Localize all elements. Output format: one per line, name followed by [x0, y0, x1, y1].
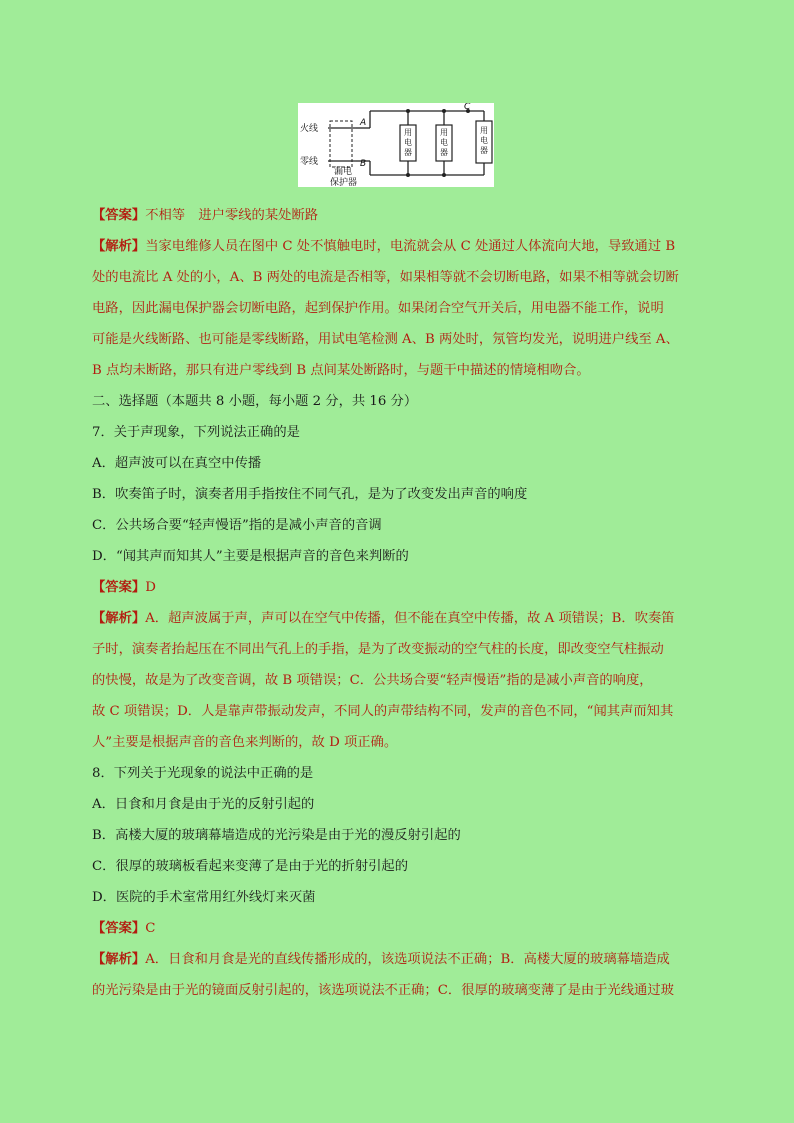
neutral-wire-label: 零线	[300, 157, 319, 167]
q6-analysis-line: 可能是火线断路、也可能是零线断路，用试电笔检测 A、B 两处时，氖管均发光，说明进户线至 A、	[92, 332, 679, 347]
q7-analysis-line	[92, 603, 708, 634]
q7-option-d: D．“闻其声而知其人”主要是根据声音的音色来判断的	[92, 549, 409, 564]
q7-analysis-line: 子时，演奏者抬起压在不同出气孔上的手指，是为了改变振动的空气柱的长度，即改变空气柱振动	[92, 642, 664, 657]
answer-text: C	[145, 921, 156, 936]
q8-stem: 8．下列关于光现象的说法中正确的是	[92, 766, 314, 781]
appliance-label-3: 用电器	[480, 126, 488, 155]
q6-analysis-line: B 点均未断路，那只有进户零线到 B 点间某处断路时，与题干中描述的情境相吻合。	[92, 363, 590, 378]
section-heading: 二、选择题（本题共 8 小题，每小题 2 分，共 16 分）	[92, 394, 418, 409]
analysis-tag: 【解析】	[92, 239, 146, 254]
q6-analysis-line: 处的电流比 A 处的小，A、B 两处的电流是否相等，如果相等就不会切断电路，如果不相等就会切断	[92, 270, 679, 285]
answer-tag: 【答案】	[92, 208, 146, 223]
q8-option-a: A．日食和月食是由于光的反射引起的	[92, 797, 315, 812]
point-a-label: A	[360, 118, 367, 128]
analysis-text: 当家电维修人员在图中 C 处不慎触电时，电流就会从 C 处通过人体流向大地，导致通过 B	[145, 239, 676, 254]
appliance-label-1: 用电器	[404, 128, 412, 157]
analysis-tag: 【解析】	[92, 611, 146, 626]
q8-answer	[92, 913, 708, 944]
q6-analysis-line	[92, 231, 708, 262]
protector-label-1: 漏电	[334, 167, 353, 177]
q8-option-d: D．医院的手术室常用红外线灯来灭菌	[92, 890, 316, 905]
answer-text: D	[145, 580, 156, 595]
q7-option-c: C．公共场合要“轻声慢语”指的是减小声音的音调	[92, 518, 382, 533]
circuit-diagram	[298, 103, 494, 187]
q7-answer	[92, 572, 708, 603]
q7-stem: 7．关于声现象，下列说法正确的是	[92, 425, 300, 440]
answer-text: 不相等 进户零线的某处断路	[145, 208, 319, 223]
q7-analysis-line: 故 C 项错误；D．人是靠声带振动发声，不同人的声带结构不同，发声的音色不同，“闻其声而知其	[92, 704, 674, 719]
q7-analysis-line: 人”主要是根据声音的音色来判断的，故 D 项正确。	[92, 735, 398, 750]
analysis-tag: 【解析】	[92, 952, 146, 967]
q8-option-b: B．高楼大厦的玻璃幕墙造成的光污染是由于光的漫反射引起的	[92, 828, 461, 843]
q7-option-b: B．吹奏笛子时，演奏者用手指按住不同气孔，是为了改变发出声音的响度	[92, 487, 528, 502]
analysis-text: A．超声波属于声，声可以在空气中传播，但不能在真空中传播，故 A 项错误；B．吹奏笛	[145, 611, 675, 626]
q7-analysis-line: 的快慢，故是为了改变音调，故 B 项错误；C．公共场合要“轻声慢语”指的是减小声音的响度，	[92, 673, 653, 688]
answer-tag: 【答案】	[92, 921, 146, 936]
analysis-text: A．日食和月食是光的直线传播形成的，该选项说法不正确；B．高楼大厦的玻璃幕墙造成	[145, 952, 670, 967]
point-c-label: C	[464, 103, 471, 112]
point-b-label: B	[360, 159, 367, 169]
document-body	[92, 200, 708, 1006]
q8-analysis-line	[92, 944, 708, 975]
q8-analysis-line: 的光污染是由于光的镜面反射引起的，该选项说法不正确；C．很厚的玻璃变薄了是由于光线通过玻	[92, 983, 674, 998]
q8-option-c: C．很厚的玻璃板看起来变薄了是由于光的折射引起的	[92, 859, 409, 874]
circuit-diagram-svg	[298, 103, 494, 187]
protector-label-2: 保护器	[330, 178, 358, 187]
answer-tag: 【答案】	[92, 580, 146, 595]
appliance-label-2: 用电器	[440, 128, 448, 157]
live-wire-label: 火线	[300, 124, 319, 134]
q6-analysis-line: 电路，因此漏电保护器会切断电路，起到保护作用。如果闭合空气开关后，用电器不能工作，说明	[92, 301, 664, 316]
q7-option-a: A．超声波可以在真空中传播	[92, 456, 262, 471]
q6-answer	[92, 200, 708, 231]
